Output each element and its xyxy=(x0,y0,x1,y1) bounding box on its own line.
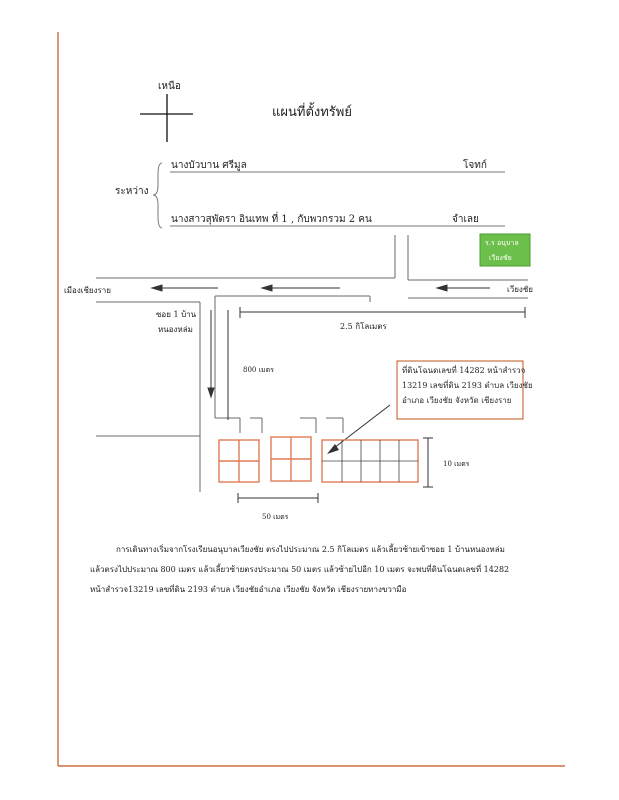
property-box-line: อำเภอ เวียงชัย จังหวัด เชียงราย xyxy=(402,396,512,405)
school-label-line2: เวียงชัย xyxy=(489,254,512,262)
between-label: ระหว่าง xyxy=(115,186,149,197)
description-line: หน้าสำรวจ13219 เลขที่ดิน 2193 ตำบล เวียงชัยอำเภอ เวียงชัย จังหวัด เชียงรายทางขวามือ xyxy=(90,585,407,594)
plaintiff-role: โจทก์ xyxy=(463,160,487,171)
defendant-role: จำเลย xyxy=(452,214,479,225)
description-line: แล้วตรงไปประมาณ 800 เมตร แล้วเลี้ยวซ้ายตรงประมาณ 50 เมตร แล้วซ้ายไปอีก 10 เมตร จะพบที่ดินโฉนดเลขที่ 14282 xyxy=(90,565,510,574)
description-line: การเดินทางเริ่มจากโรงเรียนอนุบาลเวียงชัย ตรงไปประมาณ 2.5 กิโลเมตร แล้วเลี้ยวซ้ายเข้าซอย 1 บ้านหนองหล่ม xyxy=(116,545,505,554)
school-label-line1: ร.ร อนุบาล xyxy=(485,239,519,247)
main-distance-label: 2.5 กิโลเมตร xyxy=(340,322,387,331)
last-distance-label: 10 เมตร xyxy=(443,460,470,468)
plaintiff-name: นางบัวบาน ศรีมูล xyxy=(171,160,247,171)
property-box-line: 13219 เลขที่ดิน 2193 ตำบล เวียงชัย xyxy=(402,381,533,390)
defendant-name: นางสาวสุพัตรา อินเทพ ที่ 1 , กับพวกรวม 2 คน xyxy=(171,214,372,225)
land-lots xyxy=(219,437,418,482)
route-description xyxy=(90,540,570,600)
right-direction-label: เวียงชัย xyxy=(507,285,533,294)
north-arrow-icon xyxy=(140,94,193,142)
map-title: แผนที่ตั้งทรัพย์ xyxy=(272,105,352,120)
soi-label-line2: หนองหล่ม xyxy=(158,325,193,334)
soi-distance-label: 800 เมตร xyxy=(243,366,274,374)
soi-label-line1: ซอย 1 บ้าน xyxy=(156,310,197,319)
left-direction-label: เมืองเชียงราย xyxy=(64,286,111,295)
side-distance-label: 50 เมตร xyxy=(262,513,289,521)
north-label: เหนือ xyxy=(158,81,181,92)
property-box xyxy=(402,363,533,408)
property-box-line: ที่ดินโฉนดเลขที่ 14282 หน้าสำรวจ xyxy=(402,366,526,375)
